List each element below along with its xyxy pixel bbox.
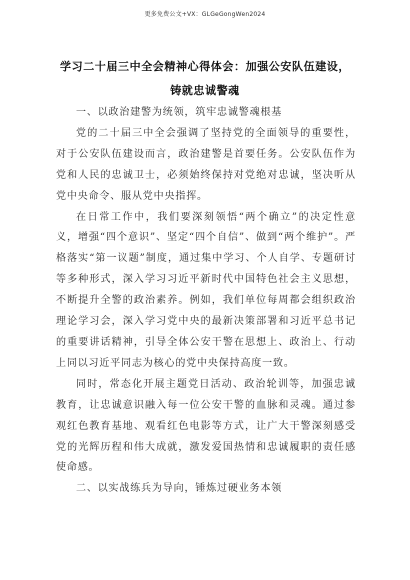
paragraph: 在日常工作中，我们要深刻领悟“两个确立”的决定性意义，增强“四个意识”、坚定“四个自信”、做到“两个维护”。严格落实“第一议题”制度，通过集中学习、个人自学、专题研讨等多种形式，深入学习习近平新时代中国特色社会主义思想，不断提升全警的政治素养。例如，我们单位每周都会组织政治理论学习会，深入学习党中央的最新决策部署和习近平总书记的重要讲话精神，引导全体公安干警在思想上、政治上、行动上同以习近平同志为核心的党中央保持高度一致。 (56, 211, 356, 369)
document-title-line-2: 铸就忠诚警魂 (170, 84, 240, 97)
paragraph: 同时，常态化开展主题党日活动、政治轮训等，加强忠诚教育，让忠诚意识融入每一位公安干警的血脉和灵魂。通过参观红色教育基地、观看红色电影等方式，让广大干警深刻感受党的光辉历程和伟大成就，激发爱国热情和忠诚履职的责任感使命感。 (56, 378, 356, 474)
document-body (56, 103, 356, 500)
section-heading: 二、以实战练兵为导向，锤炼过硬业务本领 (76, 483, 283, 495)
paragraph: 党的二十届三中全会强调了坚持党的全面领导的重要性，对于公安队伍建设而言，政治建警是首要任务。公安队伍作为党和人民的忠诚卫士，必须始终保持对党绝对忠诚，坚决听从党中央命令、服从党中央指挥。 (56, 127, 356, 202)
section-heading: 一、以政治建警为统领，筑牢忠诚警魂根基 (76, 107, 283, 118)
document-title-line-1: 学习二十届三中全会精神心得体会：加强公安队伍建设， (60, 60, 350, 73)
top-banner: 更多免费公文+VX：GLGeGongWen2024 (144, 11, 266, 18)
